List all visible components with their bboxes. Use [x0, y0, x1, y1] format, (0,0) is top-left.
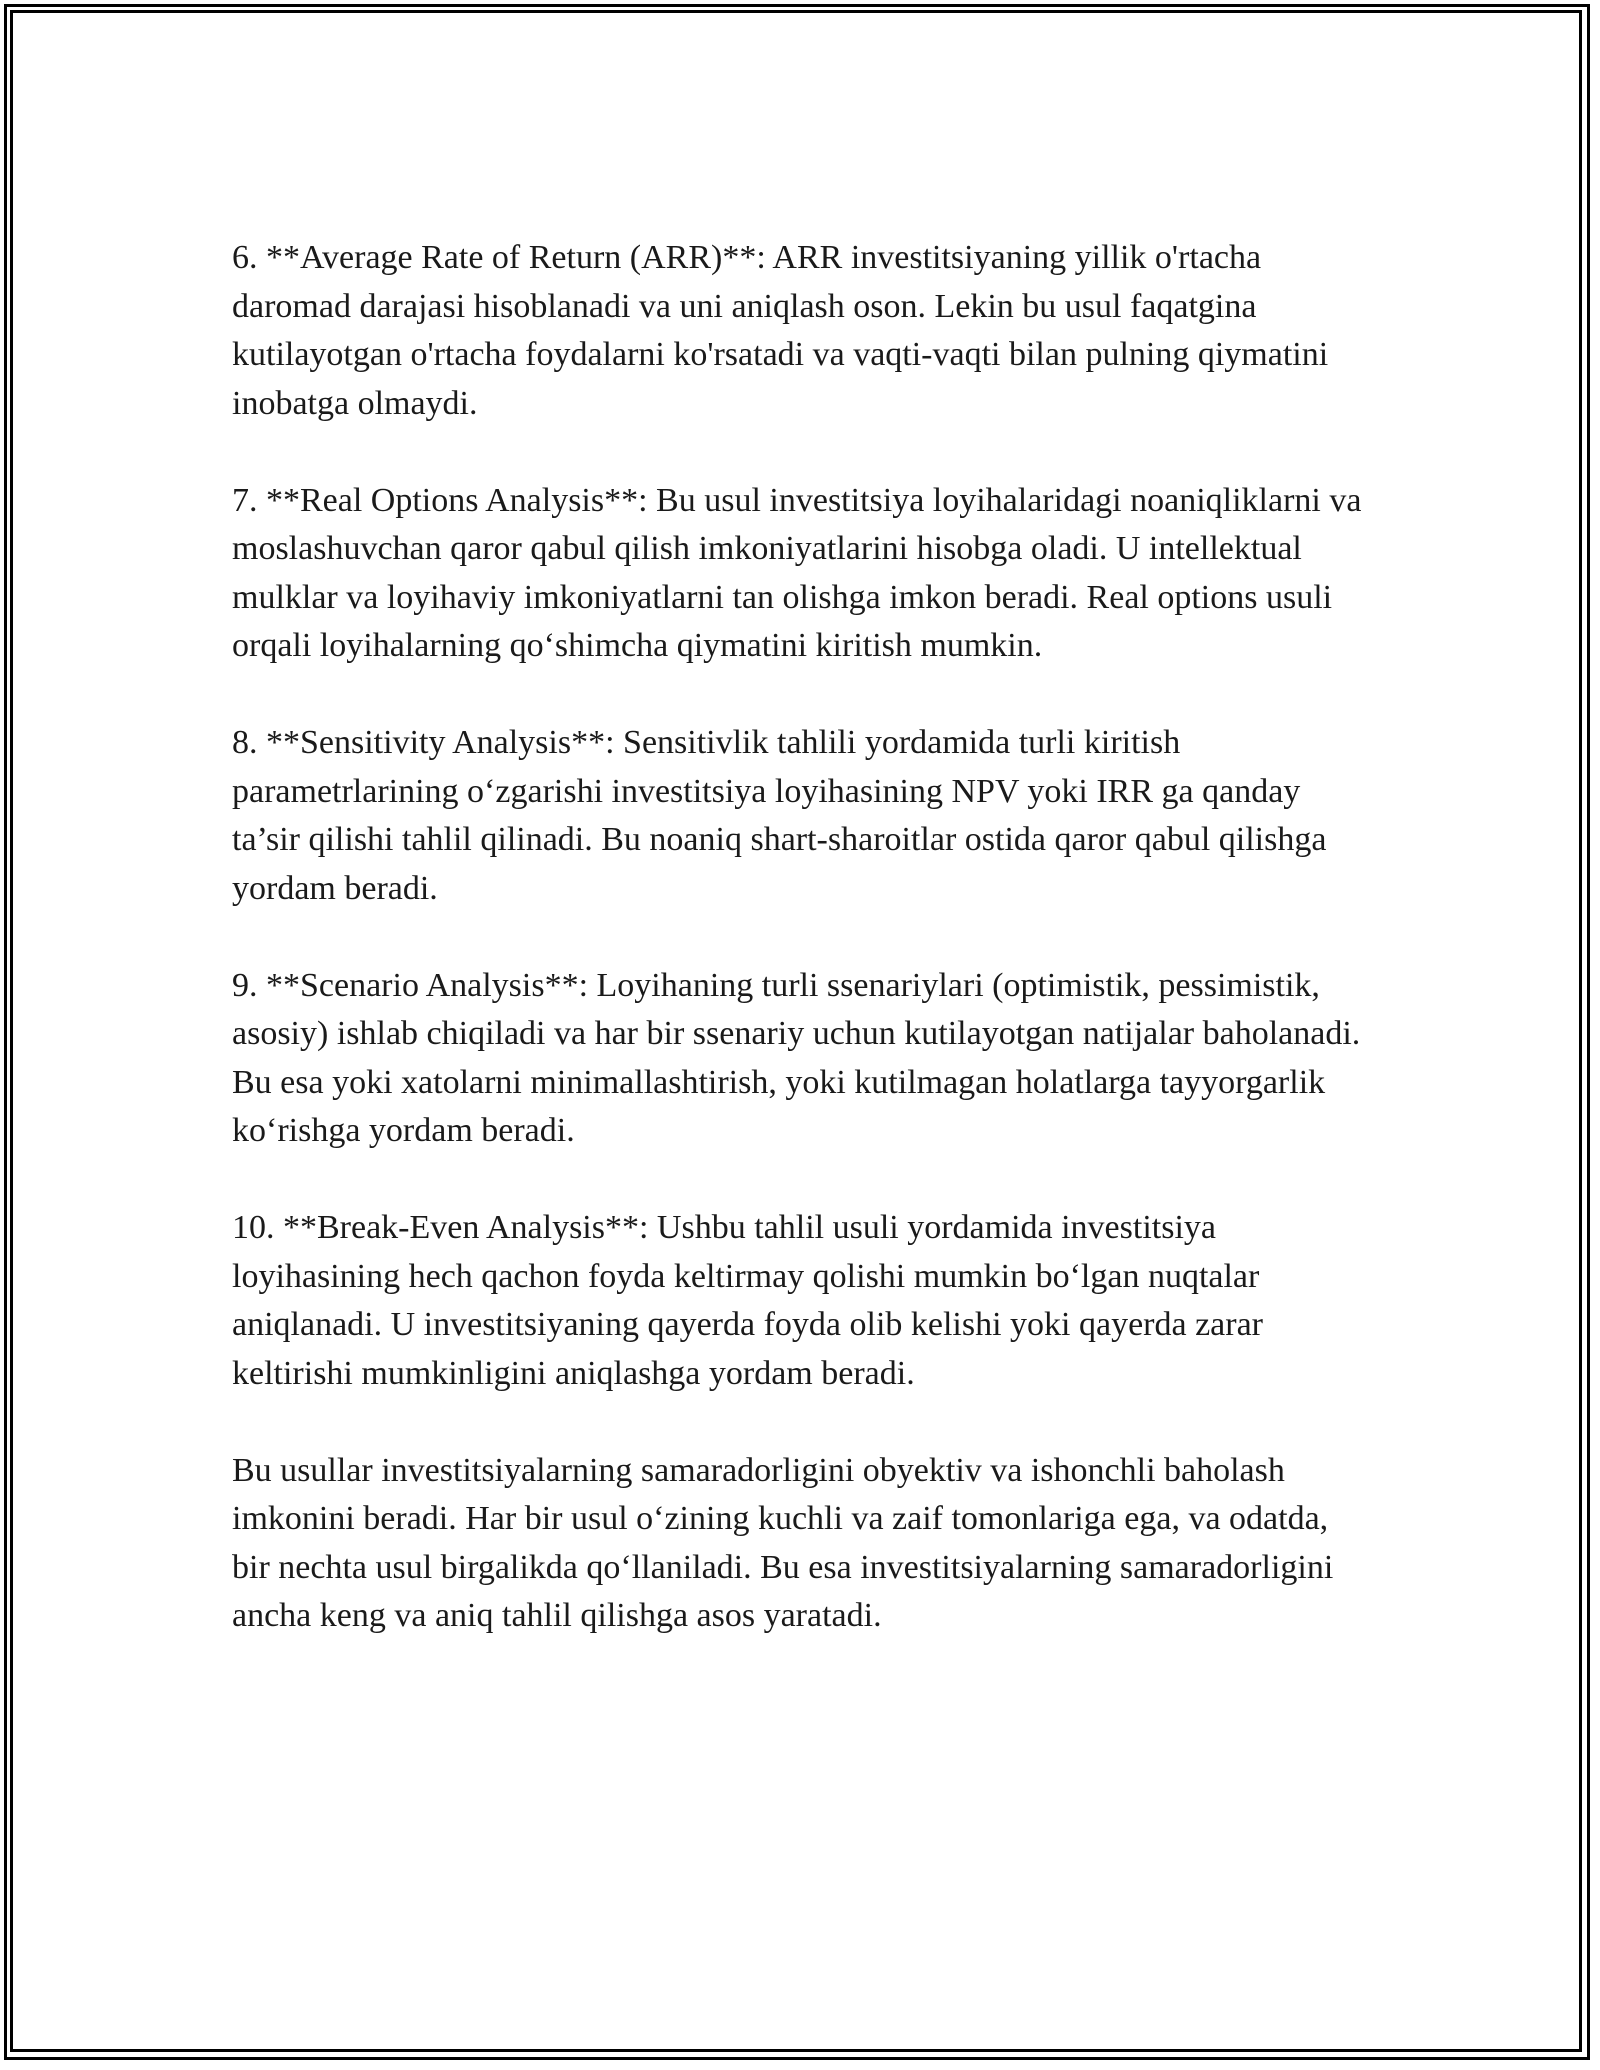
paragraph-conclusion: Bu usullar investitsiyalarning samaradorligini obyektiv va ishonchli baholash imkonini beradi. Har bir usul o‘zining kuchli va zaif tomonlariga ega, va odatda, bir nechta usul birgalikda qo‘llaniladi. Bu esa investitsiyalarning samaradorligini ancha keng va aniq tahlil qilishga asos yaratadi. — [232, 1451, 1334, 1634]
document-body — [232, 234, 1362, 1641]
paragraph-break-even: 10. **Break-Even Analysis**: Ushbu tahlil usuli yordamida investitsiya loyihasining hech qachon foyda keltirmay qolishi mumkin bo‘lgan nuqtalar aniqlanadi. U investitsiyaning qayerda foyda olib kelishi yoki qayerda zarar keltirishi mumkinligini aniqlashga yordam beradi. — [232, 1209, 1264, 1392]
paragraph-real-options: 7. **Real Options Analysis**: Bu usul investitsiya loyihalaridagi noaniqliklarni va moslashuvchan qaror qabul qilish imkoniyatlarini hisobga oladi. U intellektual mulklar va loyihaviy imkoniyatlarni tan olishga imkon beradi. Real options usuli orqali loyihalarning qo‘shimcha qiymatini kiritish mumkin. — [232, 481, 1362, 664]
paragraph-arr: 6. **Average Rate of Return (ARR)**: ARR investitsiyaning yillik o'rtacha daromad darajasi hisoblanadi va uni aniqlash oson. Lekin bu usul faqatgina kutilayotgan o'rtacha foydalarni ko'rsatadi va vaqti-vaqti bilan pulning qiymatini inobatga olmaydi. — [232, 239, 1329, 422]
paragraph-sensitivity: 8. **Sensitivity Analysis**: Sensitivlik tahlili yordamida turli kiritish parametrlarining o‘zgarishi investitsiya loyihasining NPV yoki IRR ga qanday ta’sir qilishi tahlil qilinadi. Bu noaniq shart-sharoitlar ostida qaror qabul qilishga yordam beradi. — [232, 724, 1327, 907]
paragraph-scenario: 9. **Scenario Analysis**: Loyihaning turli ssenariylari (optimistik, pessimistik, asosiy) ishlab chiqiladi va har bir ssenariy uchun kutilayotgan natijalar baholanadi. Bu esa yoki xatolarni minimallashtirish, yoki kutilmagan holatlarga tayyorgarlik ko‘rishga yordam beradi. — [232, 966, 1361, 1149]
